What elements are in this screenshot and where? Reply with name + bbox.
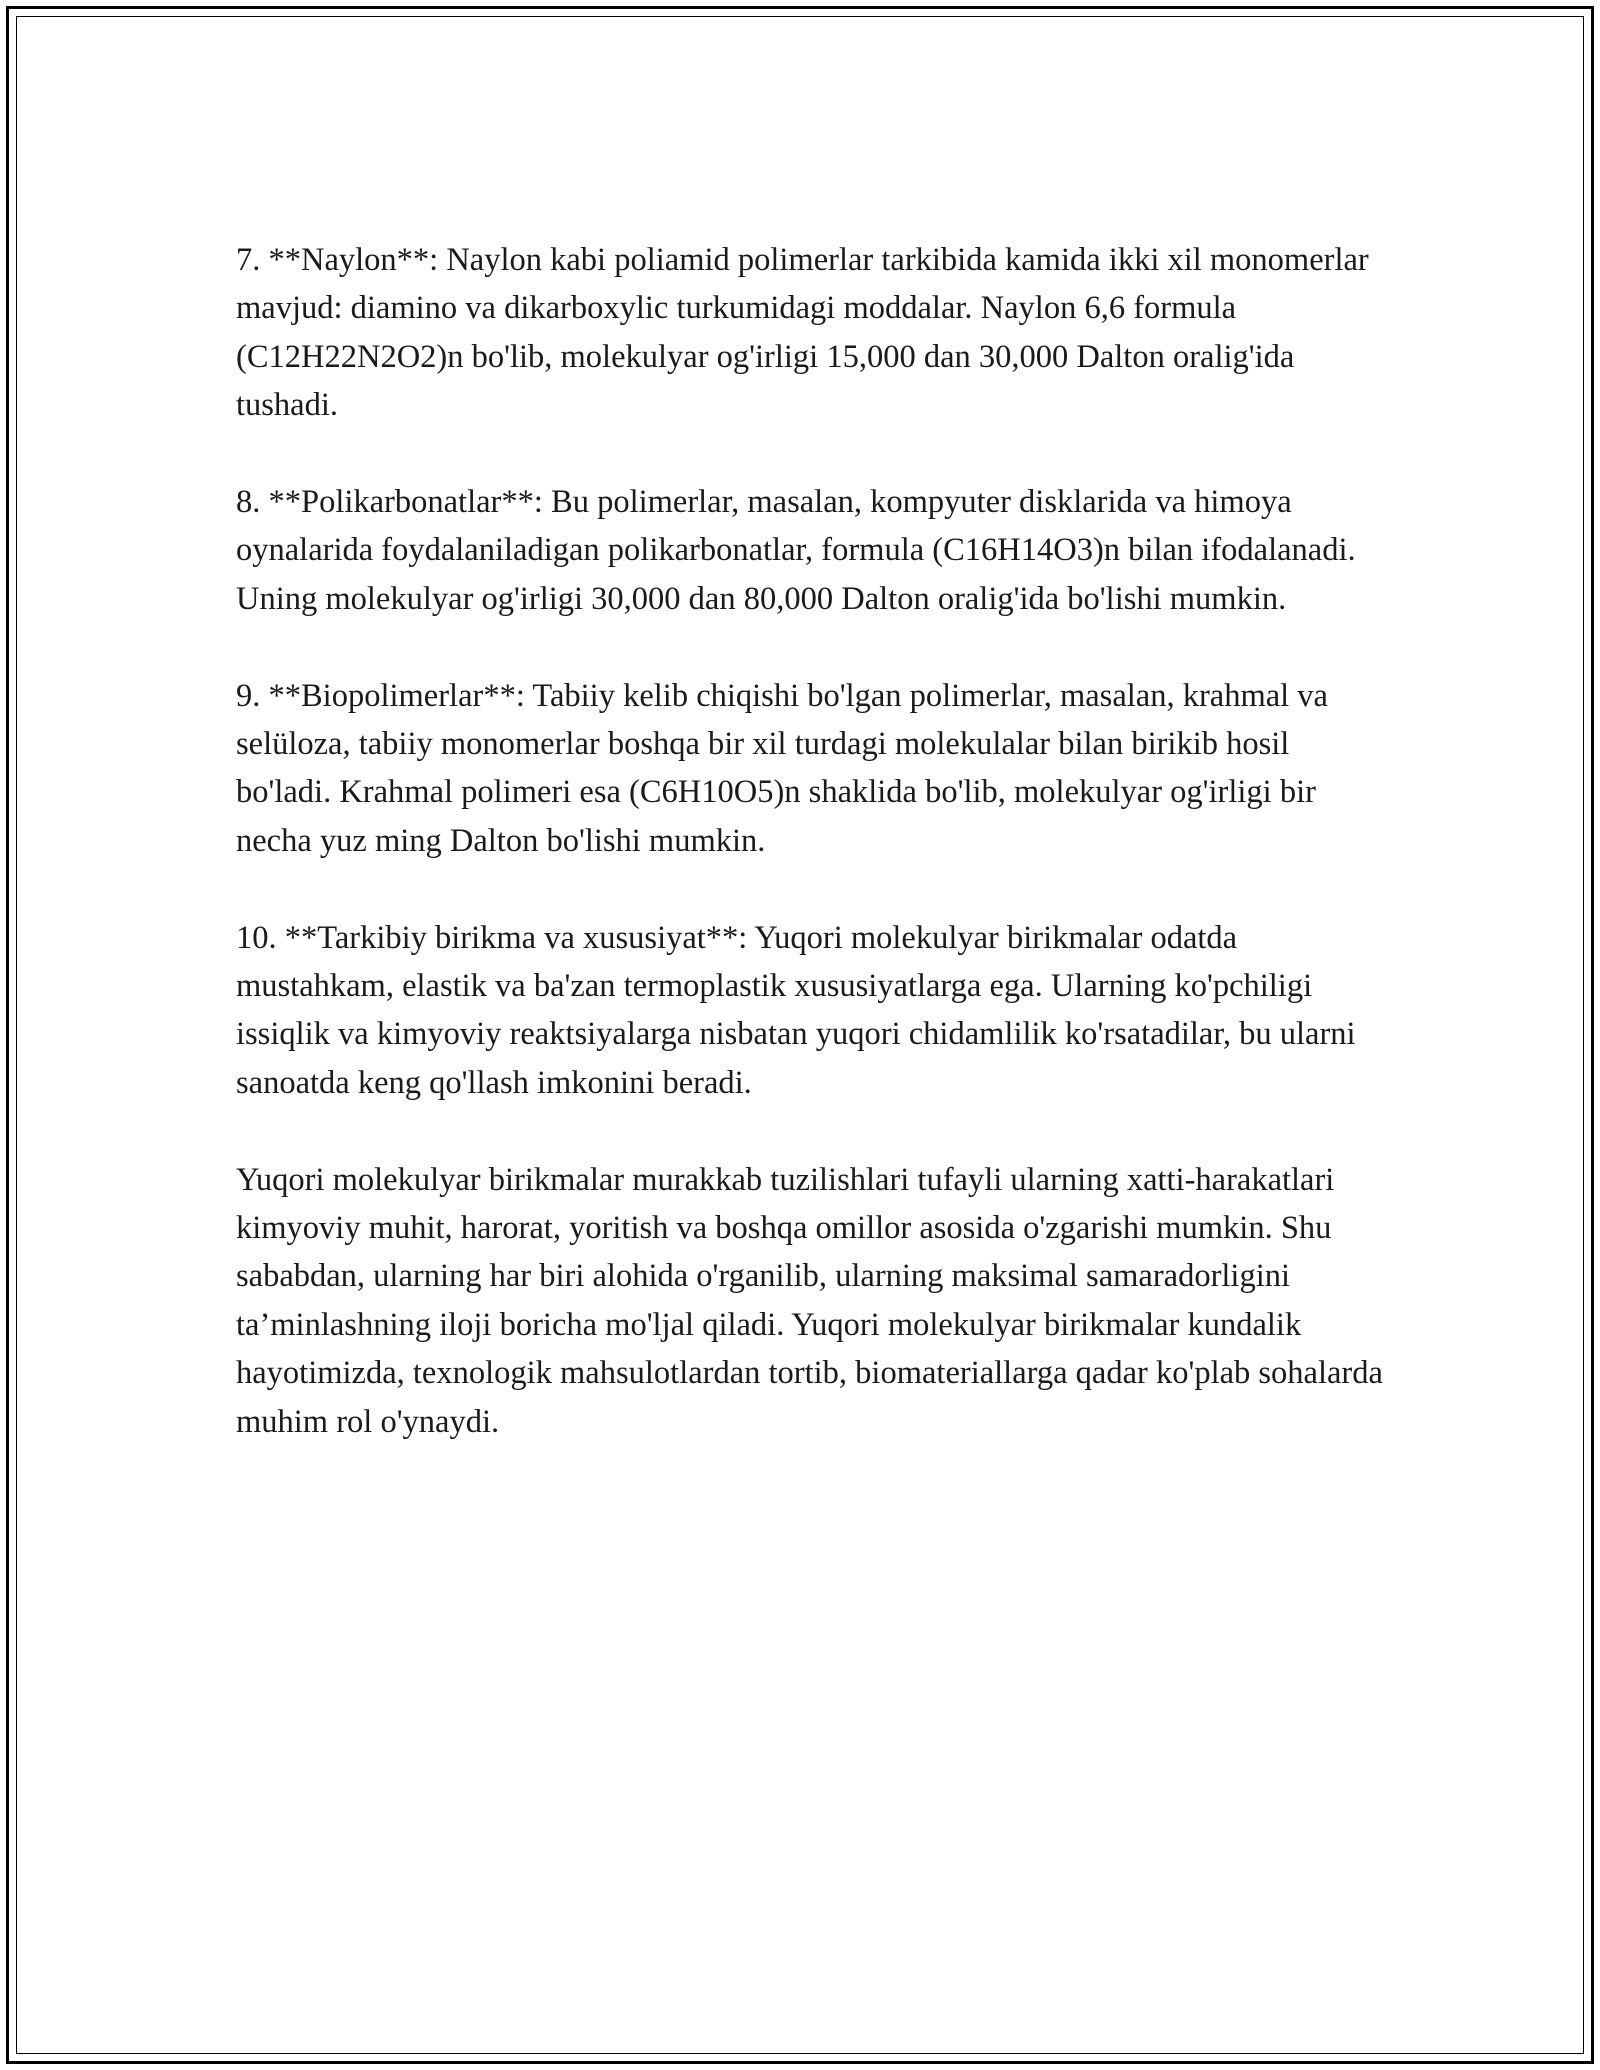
- paragraph-naylon: 7. **Naylon**: Naylon kabi poliamid polimerlar tarkibida kamida ikki xil monomerlar mavjud: diamino va dikarboxylic turkumidagi moddalar. Naylon 6,6 formula (C12H22N2O2)n bo'lib, molekulyar og'irligi 15,000 dan 30,000 Dalton oralig'ida tushadi.: [236, 242, 1369, 424]
- document-body: [236, 236, 1386, 1494]
- paragraph-polikarbonatlar: 8. **Polikarbonatlar**: Bu polimerlar, masalan, kompyuter disklarida va himoya oynalarida foydalaniladigan polikarbonatlar, formula (C16H14O3)n bilan ifodalanadi. Uning molekulyar og'irligi 30,000 dan 80,000 Dalton oralig'ida bo'lishi mumkin.: [236, 484, 1356, 617]
- paragraph-tarkibiy-birikma: 10. **Tarkibiy birikma va xususiyat**: Yuqori molekulyar birikmalar odatda mustahkam, elastik va ba'zan termoplastik xususiyatlarga ega. Ularning ko'pchiligi issiqlik va kimyoviy reaktsiyalarga nisbatan yuqori chidamlilik ko'rsatadilar, bu ularni sanoatda keng qo'llash imkonini beradi.: [236, 919, 1356, 1101]
- paragraph-conclusion: Yuqori molekulyar birikmalar murakkab tuzilishlari tufayli ularning xatti-harakatlari kimyoviy muhit, harorat, yoritish va boshqa omillor asosida o'zgarishi mumkin. Shu sababdan, ularning har biri alohida o'rganilib, ularning maksimal samaradorligini ta’minlashning iloji boricha mo'ljal qiladi. Yuqori molekulyar birikmalar kundalik hayotimizda, texnologik mahsulotlardan tortib, biomateriallarga qadar ko'plab sohalarda muhim rol o'ynaydi.: [236, 1161, 1383, 1440]
- paragraph-biopolimerlar: 9. **Biopolimerlar**: Tabiiy kelib chiqishi bo'lgan polimerlar, masalan, krahmal va selüloza, tabiiy monomerlar boshqa bir xil turdagi molekulalar bilan birikib hosil bo'ladi. Krahmal polimeri esa (C6H10O5)n shaklida bo'lib, molekulyar og'irligi bir necha yuz ming Dalton bo'lishi mumkin.: [236, 677, 1328, 859]
